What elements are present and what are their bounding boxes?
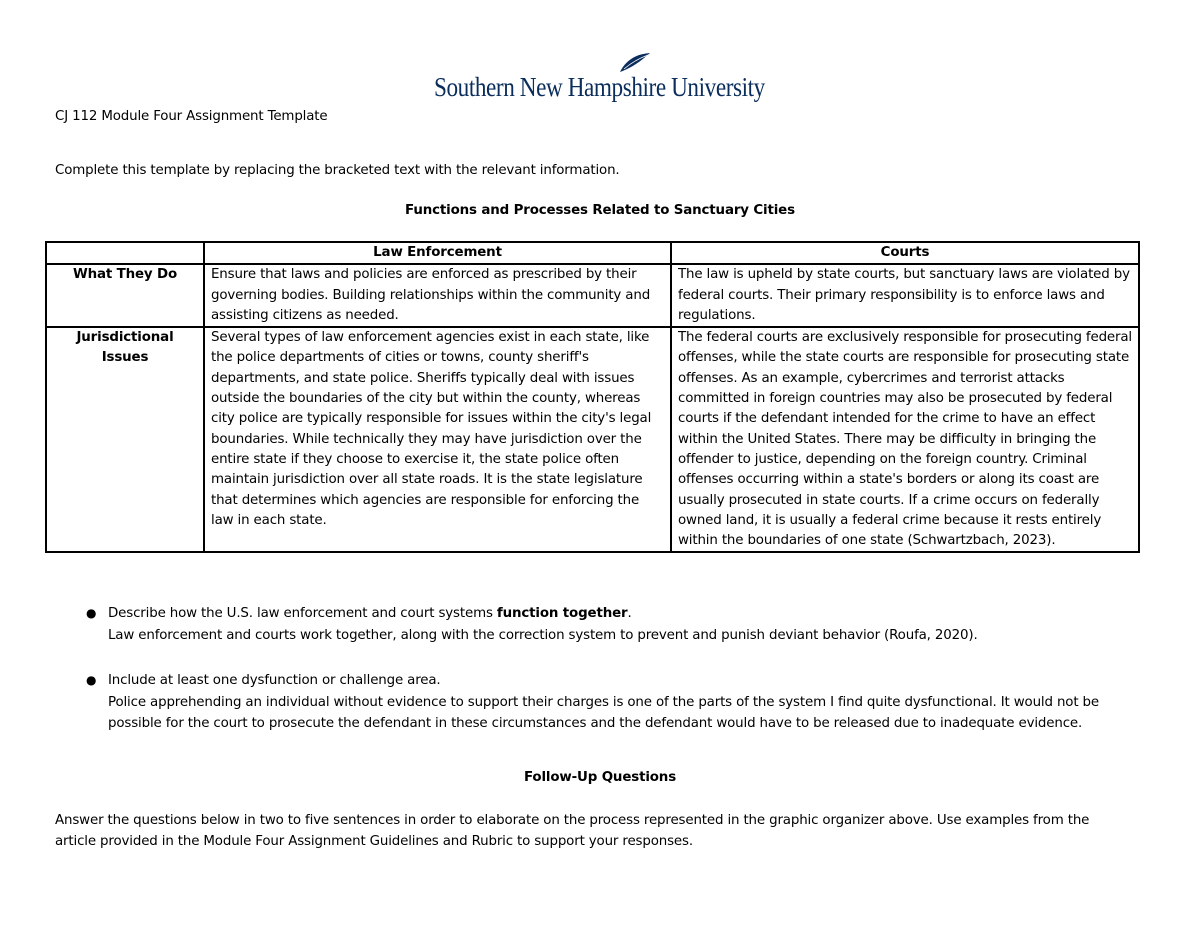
- bullet-icon: ●: [86, 606, 97, 620]
- cell-law-enforcement: Ensure that laws and policies are enforced as prescribed by their governing bodies. Building relationships within the community and assisting citizens as needed.: [204, 264, 671, 327]
- followup-heading: Follow-Up Questions: [523, 770, 677, 785]
- bullet-answer-dysfunction-line1: Police apprehending an individual without evidence to support their charges is one of the parts of the system I find quite dysfunctional. It would not be: [108, 695, 1099, 710]
- bullet-icon: ●: [86, 673, 97, 687]
- bullet-answer-function-together: Law enforcement and courts work together, along with the correction system to prevent and punish deviant behavior (Roufa, 2020).: [108, 628, 978, 643]
- instructions-text: Complete this template by replacing the bracketed text with the relevant information.: [55, 163, 620, 178]
- prompt-bold-text: function together: [496, 606, 628, 621]
- cell-law-enforcement: Several types of law enforcement agencies exist in each state, like the police departments of cities or towns, county sheriff's departments, and state police. Sheriffs typically deal with issues outside the boundaries of the city but within the county, whereas city police are typically responsible for issues within the city's legal boundaries. While technically they may have jurisdiction over the entire state if they choose to exercise it, the state police often maintain jurisdiction over all state roads. It is the state legislature that determines which agencies are responsible for enforcing the law in each state.: [204, 327, 671, 552]
- cell-courts: The federal courts are exclusively responsible for prosecuting federal offenses, while the state courts are responsible for prosecuting state offenses. As an example, cybercrimes and terrorist attacks committed in foreign countries may also be prosecuted by federal courts if the defendant intended for the crime to have an effect within the United States. There may be difficulty in bringing the offender to justice, depending on the foreign country. Criminal offenses occurring within a state's borders or along its coast are usually prosecuted in state courts. If a crime occurs on federally owned land, it is usually a federal crime because it rests entirely within the boundaries of one state (Schwartzbach, 2023).: [671, 327, 1139, 552]
- header-cell-courts: Courts: [671, 242, 1139, 264]
- university-logo: [434, 52, 774, 104]
- table-row: [46, 327, 1139, 552]
- followup-instructions-line2: article provided in the Module Four Assignment Guidelines and Rubric to support your responses.: [55, 834, 693, 849]
- header-cell-empty: [46, 242, 204, 264]
- prompt-suffix: .: [627, 606, 632, 621]
- table-header-row: [46, 242, 1139, 264]
- followup-instructions-line1: Answer the questions below in two to five sentences in order to elaborate on the process represented in the graphic organizer above. Use examples from the: [55, 813, 1090, 828]
- row-label-jurisdictional-issues: Jurisdictional Issues: [46, 327, 204, 552]
- bullet-prompt-dysfunction: Include at least one dysfunction or challenge area.: [108, 673, 441, 688]
- prompt-text: Describe how the U.S. law enforcement and court systems: [108, 606, 497, 621]
- section-heading: Functions and Processes Related to Sanctuary Cities: [405, 203, 795, 218]
- leaf-icon: [618, 52, 652, 74]
- functions-table: [45, 241, 1140, 553]
- header-cell-law-enforcement: Law Enforcement: [204, 242, 671, 264]
- row-label-what-they-do: What They Do: [46, 264, 204, 327]
- logo-wordmark: Southern New Hampshire University: [434, 72, 765, 102]
- document-title: CJ 112 Module Four Assignment Template: [55, 109, 328, 124]
- bullet-answer-dysfunction-line2: possible for the court to prosecute the defendant in these circumstances and the defendant would have to be released due to inadequate evidence.: [108, 716, 1083, 731]
- cell-courts: The law is upheld by state courts, but sanctuary laws are violated by federal courts. Their primary responsibility is to enforce laws and regulations.: [671, 264, 1139, 327]
- table-row: [46, 264, 1139, 327]
- bullet-prompt-function-together: [108, 603, 632, 624]
